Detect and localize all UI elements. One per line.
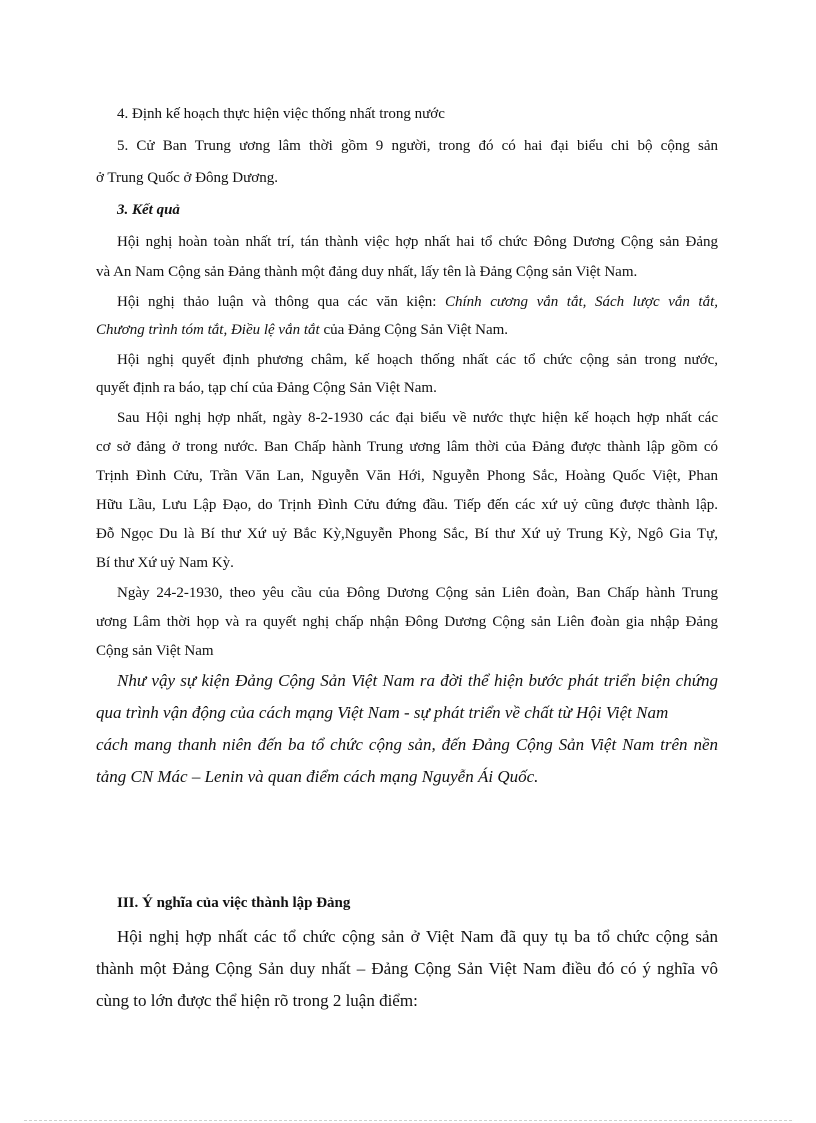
list-item-5-line: ở Trung Quốc ở Đông Dương.	[96, 170, 278, 186]
paragraph-line: quyết định ra báo, tạp chí của Đảng Cộng Sản Việt Nam.	[96, 380, 437, 396]
paragraph-line: Đỗ Ngọc Du là Bí thư Xứ uỷ Bắc Kỳ,Nguyễn Phong Sắc, Bí thư Xứ uỷ Trung Kỳ, Ngô Gia Tự,	[96, 526, 718, 542]
paragraph-line: cùng to lớn được thể hiện rõ trong 2 luận điểm:	[96, 991, 418, 1010]
paragraph-line: Trịnh Đình Cửu, Trần Văn Lan, Nguyễn Văn Hới, Nguyễn Phong Sắc, Hoàng Quốc Việt, Phan	[96, 468, 718, 484]
paragraph-line: Hội nghị hoàn toàn nhất trí, tán thành việc hợp nhất hai tổ chức Đông Dương Cộng sản Đảng	[117, 234, 718, 250]
conclusion-line: cách mang thanh niên đến ba tổ chức cộng sản, đến Đảng Cộng Sản Việt Nam trên nền	[96, 735, 718, 754]
paragraph-line: Bí thư Xứ uỷ Nam Kỳ.	[96, 555, 234, 571]
paragraph-line: Hội nghị hợp nhất các tổ chức cộng sản ở Việt Nam đã quy tụ ba tổ chức cộng sản	[117, 927, 718, 946]
conclusion-line: tảng CN Mác – Lenin và quan điểm cách mạng Nguyễn Ái Quốc.	[96, 767, 539, 786]
list-item-5-line: 5. Cử Ban Trung ương lâm thời gồm 9 người, trong đó có hai đại biểu chi bộ cộng sản	[117, 138, 718, 154]
paragraph-line: và An Nam Cộng sản Đảng thành một đảng duy nhất, lấy tên là Đảng Cộng sản Việt Nam.	[96, 264, 638, 280]
paragraph-line	[96, 320, 508, 340]
paragraph-line	[117, 292, 718, 312]
paragraph-line: thành một Đảng Cộng Sản duy nhất – Đảng Cộng Sản Việt Nam điều đó có ý nghĩa vô	[96, 959, 718, 978]
conclusion-line: qua trình vận động của cách mạng Việt Nam - sự phát triển về chất từ Hội Việt Nam	[96, 703, 669, 722]
paragraph-line: ương Lâm thời họp và ra quyết nghị chấp nhận Đông Dương Cộng sản Liên đoàn gia nhập Đảng	[96, 614, 718, 630]
paragraph-line: Hội nghị quyết định phương châm, kế hoạch thống nhất các tổ chức cộng sản trong nước,	[117, 352, 718, 368]
paragraph-line: Ngày 24-2-1930, theo yêu cầu của Đông Dương Cộng sản Liên đoàn, Ban Chấp hành Trung	[117, 585, 718, 601]
paragraph-line: Cộng sản Việt Nam	[96, 643, 214, 659]
paragraph-line: Hữu Lầu, Lưu Lập Đạo, do Trịnh Đình Cửu đứng đầu. Tiếp đến các xứ uỷ cũng được thành lập.	[96, 497, 718, 513]
part-heading-y-nghia: III. Ý nghĩa của việc thành lập Đảng	[117, 895, 351, 911]
list-item-4: 4. Định kế hoạch thực hiện việc thống nhất trong nước	[117, 106, 445, 122]
paragraph-line: Sau Hội nghị hợp nhất, ngày 8-2-1930 các đại biểu về nước thực hiện kế hoạch hợp nhất các	[117, 410, 718, 426]
conclusion-line: Như vậy sự kiện Đảng Cộng Sản Việt Nam ra đời thể hiện bước phát triển biện chứng	[117, 671, 718, 690]
italic-documents: Chính cương vắn tắt, Sách lược vắn tắt,	[444, 294, 719, 310]
paragraph-line: cơ sở đảng ở trong nước. Ban Chấp hành Trung ương lâm thời của Đảng được thành lập gồm có	[96, 439, 718, 455]
text-span: của Đảng Cộng Sản Việt Nam.	[323, 322, 509, 338]
text-span: Hội nghị thảo luận và thông qua các văn kiện:	[117, 294, 437, 310]
section-heading-ket-qua: 3. Kết quả	[117, 202, 180, 218]
page-bottom-divider	[24, 1120, 792, 1121]
italic-documents: Chương trình tóm tắt, Điều lệ vắn tắt	[96, 322, 320, 338]
